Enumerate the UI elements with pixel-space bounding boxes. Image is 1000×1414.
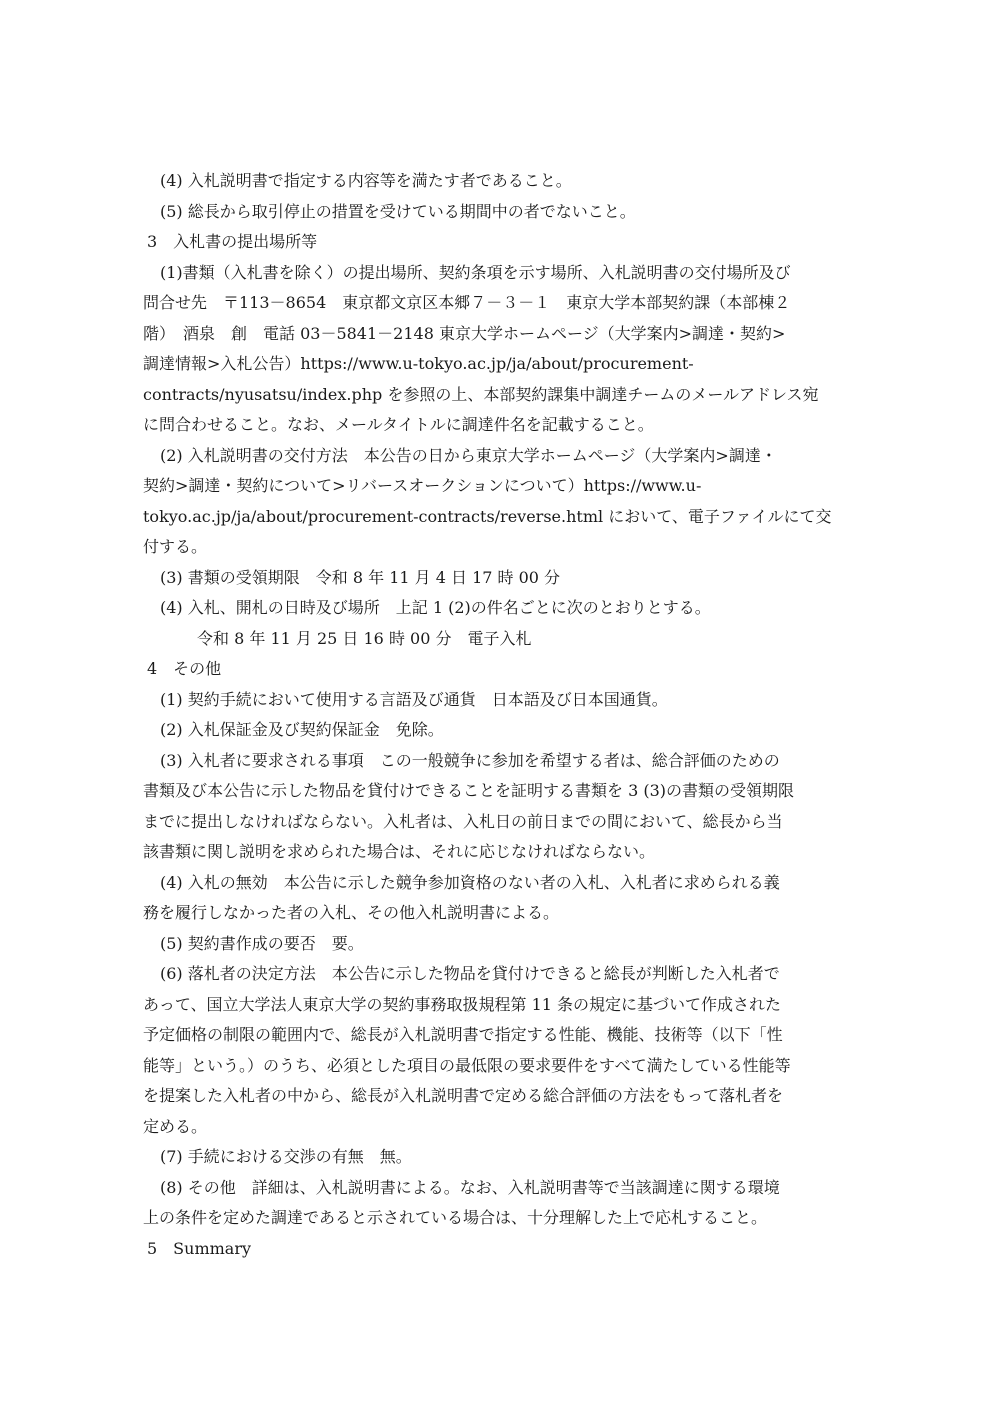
text-line: 上の条件を定めた調達であると示されている場合は、十分理解した上で応札すること。 bbox=[143, 1208, 768, 1227]
text-line: (4) 入札、開札の日時及び場所 上記 1 (2)の件名ごとに次のとおりとする。 bbox=[160, 598, 711, 617]
text-line: (3) 書類の受領期限 令和 8 年 11 月 4 日 17 時 00 分 bbox=[160, 567, 561, 587]
text-line: 能等」という。）のうち、必須とした項目の最低限の要求要件をすべて満たしている性能等 bbox=[143, 1055, 791, 1075]
text-line: (4) 入札説明書で指定する内容等を満たす者であること。 bbox=[160, 171, 572, 190]
text-line: (5) 総長から取引停止の措置を受けている期間中の者でないこと。 bbox=[160, 201, 636, 221]
text-line: 調達情報>入札公告）https://www.u-tokyo.ac.jp/ja/about/procurement- bbox=[143, 354, 694, 373]
text-line: (7) 手続における交渉の有無 無。 bbox=[160, 1147, 412, 1166]
text-line: までに提出しなければならない。入札者は、入札日の前日までの間において、総長から当 bbox=[143, 811, 783, 831]
text-line: 契約>調達・契約について>リバースオークションについて）https://www.u- bbox=[143, 476, 702, 495]
text-line: (4) 入札の無効 本公告に示した競争参加資格のない者の入札、入札者に求められる義 bbox=[160, 872, 780, 892]
section-heading: 3 入札書の提出場所等 bbox=[147, 232, 318, 251]
text-line: (5) 契約書作成の要否 要。 bbox=[160, 933, 364, 953]
text-line: (3) 入札者に要求される事項 この一般競争に参加を希望する者は、総合評価のための bbox=[160, 750, 780, 770]
text-line: 定める。 bbox=[143, 1116, 208, 1136]
text-line: 階） 酒泉 創 電話 03－5841－2148 東京大学ホームページ（大学案内>調達・契約> bbox=[143, 323, 786, 343]
text-line: あって、国立大学法人東京大学の契約事務取扱規程第 11 条の規定に基づいて作成された bbox=[143, 994, 782, 1014]
section-heading: 5 Summary bbox=[147, 1238, 252, 1258]
text-line: を提案した入札者の中から、総長が入札説明書で定める総合評価の方法をもって落札者を bbox=[143, 1086, 784, 1105]
text-line: に問合わせること。なお、メールタイトルに調達件名を記載すること。 bbox=[143, 415, 654, 434]
text-line: (8) その他 詳細は、入札説明書による。なお、入札説明書等で当該調達に関する環境 bbox=[160, 1177, 780, 1197]
text-line: 該書類に関し説明を求められた場合は、それに応じなければならない。 bbox=[143, 842, 656, 861]
text-line: tokyo.ac.jp/ja/about/procurement-contracts/reverse.html において、電子ファイルにて交 bbox=[143, 506, 832, 526]
text-line: 書類及び本公告に示した物品を貸付けできることを証明する書類を 3 (3)の書類の受領期限 bbox=[143, 781, 795, 800]
text-line: (2) 入札保証金及び契約保証金 免除。 bbox=[160, 720, 444, 739]
text-line: (1)書類（入札書を除く）の提出場所、契約条項を示す場所、入札説明書の交付場所及び bbox=[160, 262, 791, 282]
text-line: contracts/nyusatsu/index.php を参照の上、本部契約課集中調達チームのメールアドレス宛 bbox=[143, 384, 819, 404]
text-line: 令和 8 年 11 月 25 日 16 時 00 分 電子入札 bbox=[197, 628, 532, 648]
text-line: 問合せ先 〒113－8654 東京都文京区本郷７－３－１ 東京大学本部契約課（本部棟２ bbox=[143, 293, 791, 312]
section-heading: 4 その他 bbox=[147, 659, 222, 678]
text-line: (6) 落札者の決定方法 本公告に示した物品を貸付けできると総長が判断した入札者で bbox=[160, 964, 780, 983]
text-line: 務を履行しなかった者の入札、その他入札説明書による。 bbox=[143, 903, 560, 922]
text-line: (1) 契約手続において使用する言語及び通貨 日本語及び日本国通貨。 bbox=[160, 689, 668, 709]
text-line: 付する。 bbox=[143, 537, 208, 556]
document-body bbox=[143, 166, 858, 1264]
text-line: (2) 入札説明書の交付方法 本公告の日から東京大学ホームページ（大学案内>調達・ bbox=[160, 445, 777, 465]
text-line: 予定価格の制限の範囲内で、総長が入札説明書で指定する性能、機能、技術等（以下「性 bbox=[143, 1025, 783, 1044]
